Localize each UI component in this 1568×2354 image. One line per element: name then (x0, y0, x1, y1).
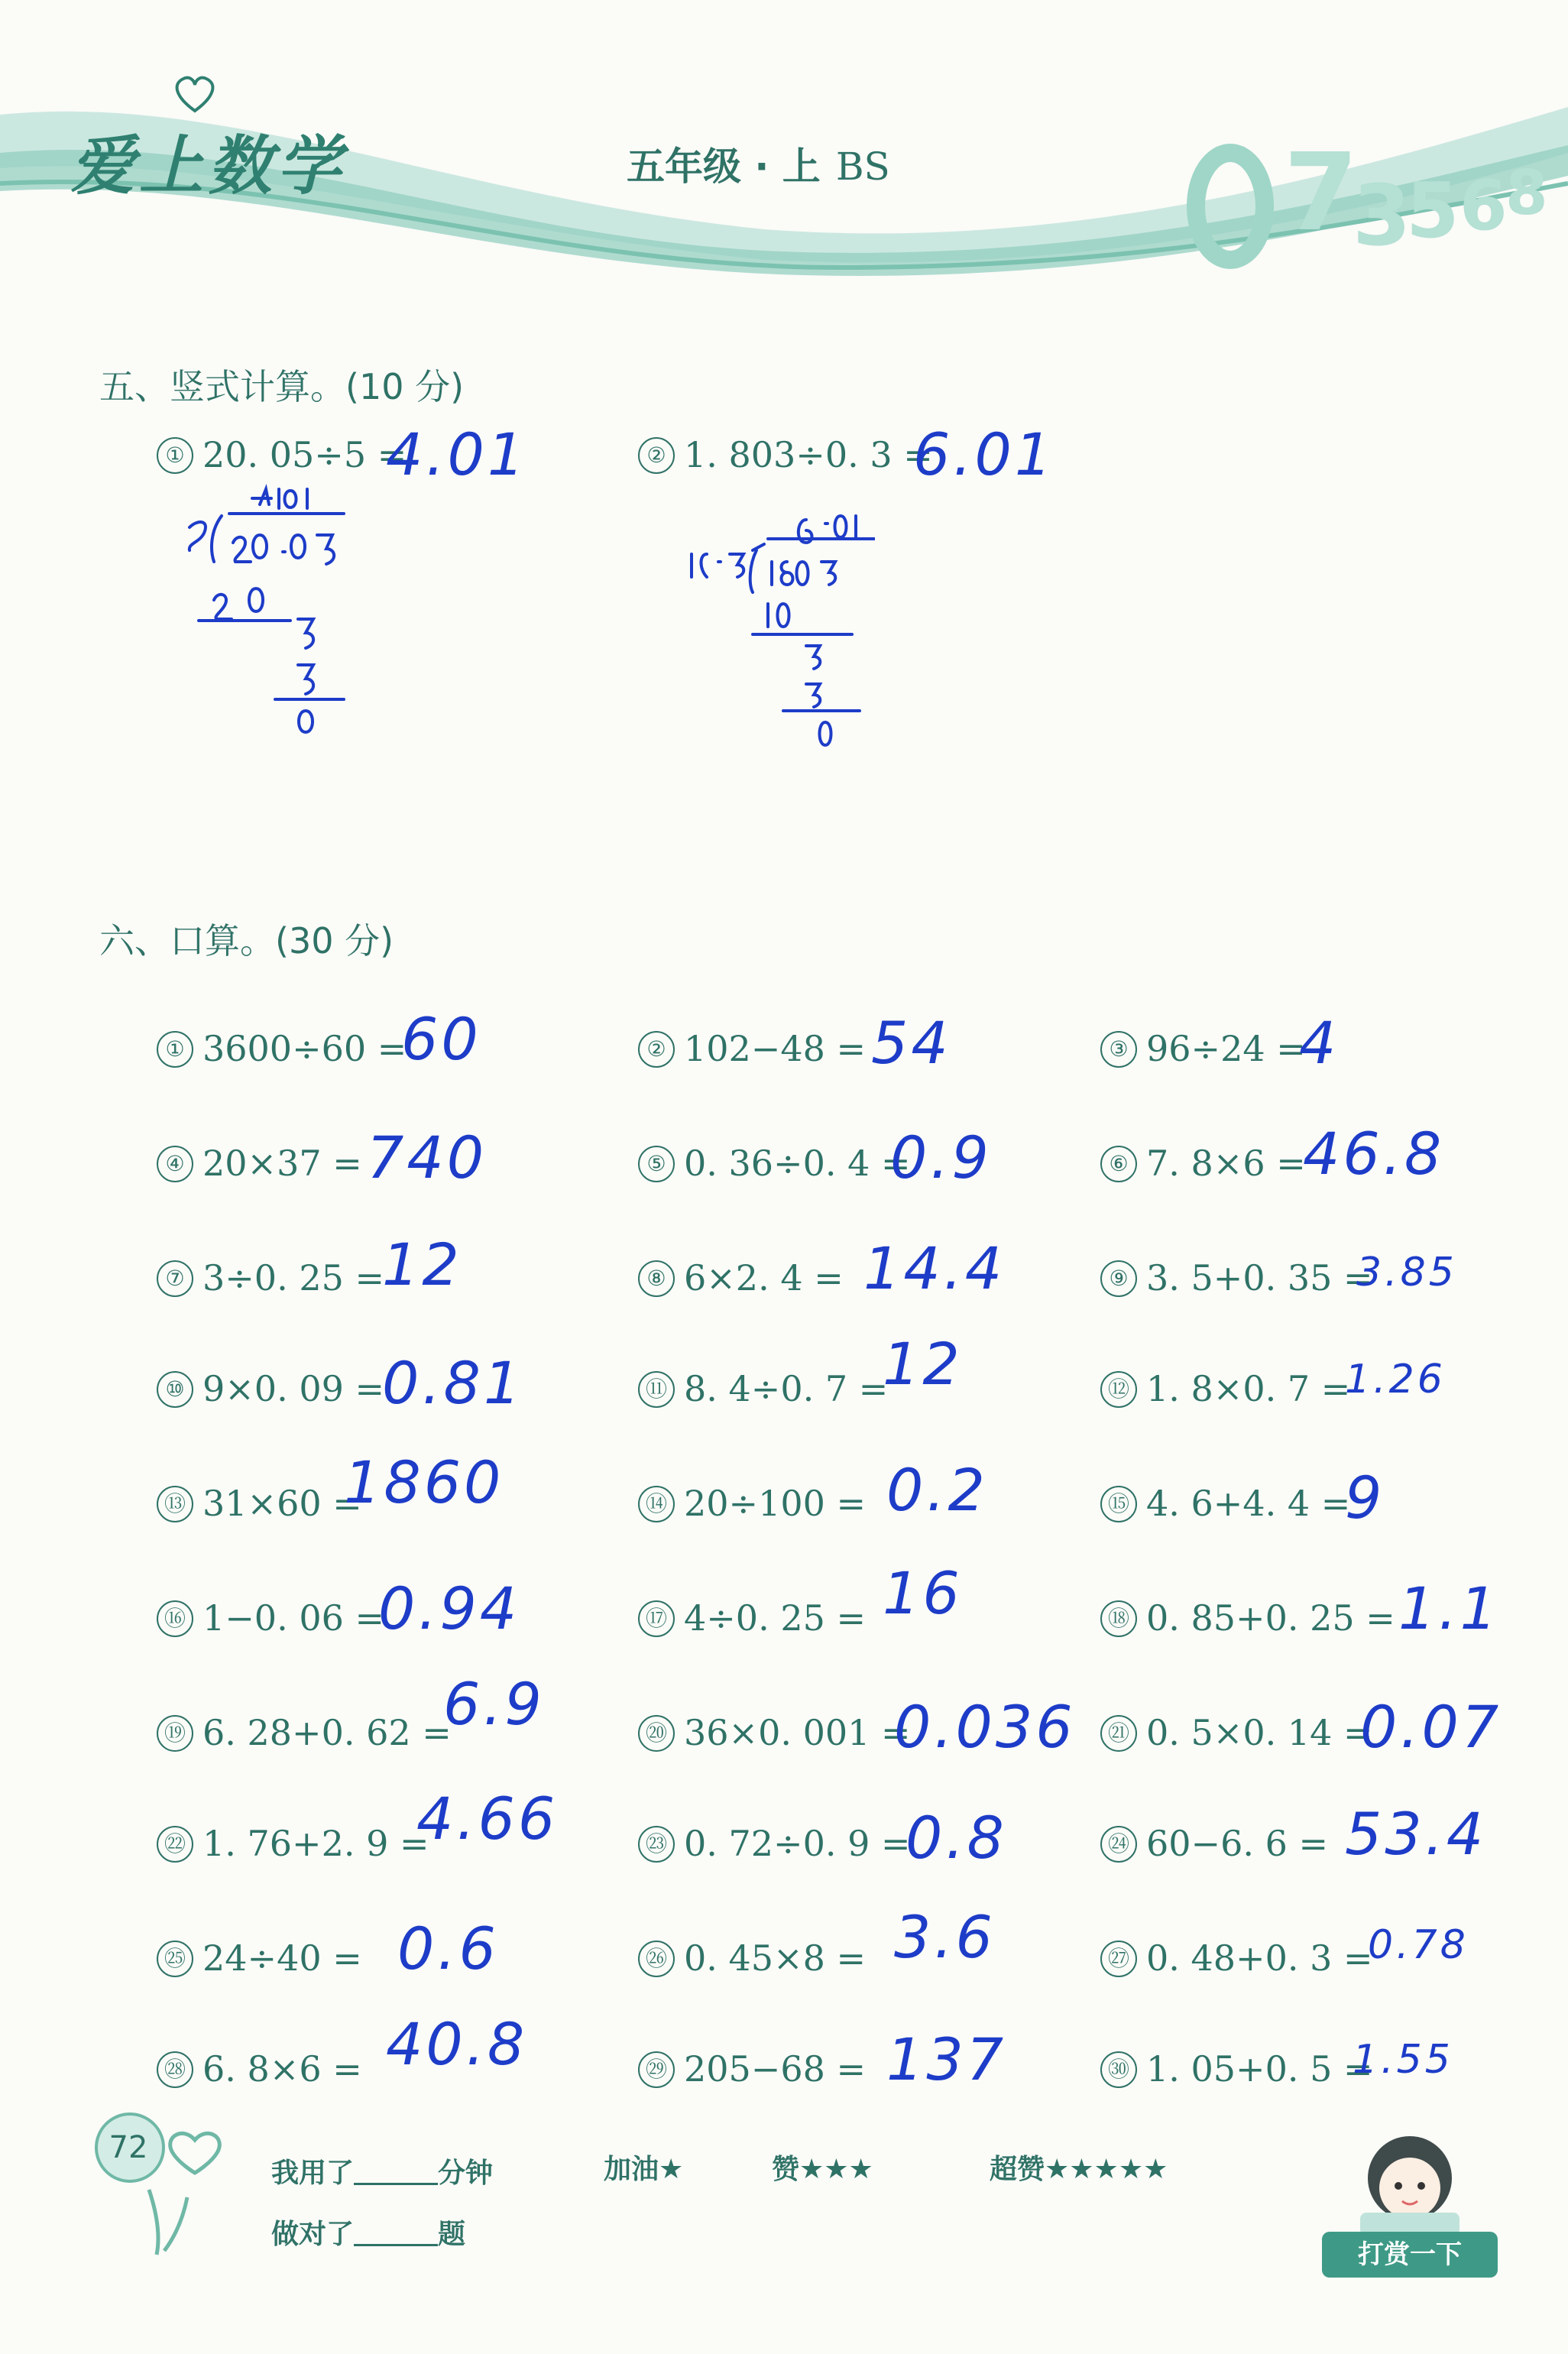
oral-problem-29 (638, 2048, 866, 2090)
oral-problem-30 (1100, 2048, 1373, 2090)
problem-number: ㉒ (157, 1826, 193, 1863)
oral-problem-28 (157, 2048, 362, 2090)
handwritten-answer: 740 (367, 1124, 488, 1192)
handwritten-answer: 3.85 (1356, 1250, 1457, 1295)
oral-problem-22 (157, 1823, 429, 1864)
problem-expression: 1. 803÷0. 3 = (684, 434, 933, 475)
oral-problem-13 (157, 1483, 362, 1524)
problem-expression: 6×2. 4 = (684, 1257, 844, 1299)
page-number: 72 (109, 2130, 148, 2165)
problem-number: ⑨ (1100, 1260, 1137, 1297)
problem-expression: 24÷40 = (202, 1937, 362, 1979)
handwritten-answer: 1.1 (1398, 1574, 1500, 1642)
problem-number: ⑮ (1100, 1486, 1137, 1522)
problem-number: ⑬ (157, 1486, 193, 1522)
oral-problem-27 (1100, 1937, 1373, 1979)
handwritten-answer: 0.81 (382, 1349, 524, 1417)
problem-expression: 60−6. 6 = (1146, 1823, 1329, 1864)
problem-number: ⑥ (1100, 1146, 1137, 1182)
problem-expression: 8. 4÷0. 7 = (684, 1368, 889, 1409)
grade-text: 五年级 · 上 (627, 144, 821, 189)
svg-text:7: 7 (1284, 131, 1359, 255)
oral-problem-19 (157, 1712, 452, 1753)
problem-number: ⑯ (157, 1600, 193, 1637)
problem-expression: 3. 5+0. 35 = (1146, 1257, 1373, 1299)
problem-number: ㉗ (1100, 1941, 1137, 1977)
problem-expression: 0. 45×8 = (684, 1937, 867, 1979)
problem-expression: 0. 36÷0. 4 = (684, 1143, 911, 1184)
problem-number: ㉚ (1100, 2051, 1137, 2088)
handwritten-answer: 0.2 (886, 1456, 988, 1524)
handwritten-answer: 0.8 (905, 1804, 1007, 1872)
problem-number: ⑤ (638, 1146, 675, 1182)
oral-problem-6 (1100, 1143, 1306, 1184)
vertical-problem-2 (638, 434, 933, 475)
correct-count-line (271, 2213, 465, 2252)
problem-number: ㉘ (157, 2051, 193, 2088)
handwritten-answer: 4 (1299, 1009, 1340, 1077)
handwritten-division-work-2 (684, 489, 875, 757)
svg-text:3: 3 (1353, 167, 1411, 264)
problem-expression: 0. 85+0. 25 = (1146, 1597, 1395, 1639)
grade-label (627, 136, 890, 191)
oral-problem-24 (1100, 1823, 1328, 1864)
time-blank (354, 2160, 438, 2185)
rating-praise: 赞★★★ (772, 2154, 873, 2185)
oral-problem-15 (1100, 1483, 1350, 1524)
problem-expression: 0. 48+0. 3 = (1146, 1937, 1373, 1979)
handwritten-answer: 12 (382, 1230, 462, 1299)
handwritten-answer: 53.4 (1345, 1800, 1487, 1868)
problem-expression: 4. 6+4. 4 = (1146, 1483, 1351, 1524)
oral-problem-7 (157, 1257, 384, 1299)
handwritten-answer: 60 (401, 1005, 481, 1073)
problem-expression: 20. 05÷5 = (202, 434, 407, 475)
problem-expression: 1. 05+0. 5 = (1146, 2048, 1373, 2090)
time-unit: 分钟 (438, 2158, 494, 2189)
handwritten-answer: 1.55 (1353, 2037, 1453, 2083)
oral-problem-4 (157, 1143, 362, 1184)
rating-super-praise: 超赞★★★★★ (990, 2154, 1168, 2185)
oral-problem-20 (638, 1712, 911, 1753)
svg-text:6: 6 (1459, 166, 1508, 246)
edition-text: BS (835, 144, 890, 189)
oral-problem-16 (157, 1597, 384, 1639)
handwritten-answer: 4.01 (386, 420, 528, 488)
problem-expression: 3600÷60 = (202, 1028, 407, 1069)
problem-number: ⑲ (157, 1715, 193, 1752)
problem-number: ⑪ (638, 1371, 675, 1408)
handwritten-answer: 16 (883, 1559, 963, 1627)
girl-mascot-icon (1345, 2121, 1475, 2236)
problem-number: ⑦ (157, 1260, 193, 1297)
problem-expression: 36×0. 001 = (684, 1712, 911, 1753)
problem-number: ② (638, 437, 675, 474)
section6-title: 六、口算。(30 分) (99, 920, 394, 961)
svg-text:5: 5 (1406, 166, 1459, 255)
handwritten-division-work-1 (176, 481, 352, 734)
oral-problem-5 (638, 1143, 911, 1184)
problem-expression: 102−48 = (684, 1028, 867, 1069)
problem-number: ㉙ (638, 2051, 675, 2088)
problem-number: ④ (157, 1146, 193, 1182)
oral-problem-11 (638, 1368, 888, 1409)
handwritten-answer: 0.78 (1368, 1922, 1469, 1968)
oral-problem-17 (638, 1597, 866, 1639)
problem-number: ① (157, 1031, 193, 1068)
heart-icon (172, 73, 218, 115)
problem-number: ⑰ (638, 1600, 675, 1637)
problem-number: ㉑ (1100, 1715, 1137, 1752)
decorative-digits-illustration (1177, 115, 1559, 275)
problem-expression: 9×0. 09 = (202, 1368, 385, 1409)
handwritten-answer: 12 (883, 1330, 963, 1398)
oral-problem-3 (1100, 1028, 1306, 1069)
problem-expression: 3÷0. 25 = (202, 1257, 385, 1299)
oral-problem-25 (157, 1937, 362, 1979)
handwritten-answer: 0.07 (1360, 1693, 1502, 1761)
problem-number: ⑳ (638, 1715, 675, 1752)
handwritten-answer: 3.6 (894, 1903, 996, 1971)
handwritten-answer: 0.036 (894, 1693, 1076, 1761)
time-used-line (271, 2151, 493, 2190)
handwritten-answer: 6.9 (443, 1670, 545, 1738)
handwritten-answer: 1860 (344, 1448, 504, 1516)
problem-expression: 4÷0. 25 = (684, 1597, 867, 1639)
section5-title: 五、竖式计算。(10 分) (99, 366, 465, 407)
correct-unit: 题 (438, 2219, 466, 2250)
problem-expression: 205−68 = (684, 2048, 867, 2090)
problem-expression: 0. 72÷0. 9 = (684, 1823, 911, 1864)
problem-number: ㉓ (638, 1826, 675, 1863)
svg-text:8: 8 (1505, 157, 1548, 229)
problem-expression: 6. 8×6 = (202, 2048, 362, 2090)
handwritten-answer: 14.4 (863, 1234, 1006, 1302)
oral-problem-8 (638, 1257, 844, 1299)
handwritten-answer: 54 (871, 1009, 951, 1077)
problem-number: ⑩ (157, 1371, 193, 1408)
problem-number: ⑭ (638, 1486, 675, 1522)
handwritten-answer: 6.01 (913, 420, 1055, 488)
problem-expression: 1. 76+2. 9 = (202, 1823, 429, 1864)
series-logo: 爱上数学 (70, 128, 346, 203)
handwritten-answer: 0.9 (890, 1124, 992, 1192)
problem-number: ③ (1100, 1031, 1137, 1068)
oral-problem-18 (1100, 1597, 1395, 1639)
correct-blank (354, 2221, 438, 2246)
problem-number: ① (157, 437, 193, 474)
oral-problem-10 (157, 1368, 384, 1409)
problem-expression: 96÷24 = (1146, 1028, 1306, 1069)
problem-number: ㉖ (638, 1941, 675, 1977)
problem-number: ㉔ (1100, 1826, 1137, 1863)
oral-problem-26 (638, 1937, 866, 1979)
handwritten-answer: 9 (1345, 1464, 1385, 1532)
handwritten-answer: 0.6 (397, 1915, 499, 1983)
problem-expression: 1−0. 06 = (202, 1597, 385, 1639)
time-label: 我用了 (271, 2158, 355, 2189)
problem-number: ⑱ (1100, 1600, 1137, 1637)
oral-problem-2 (638, 1028, 866, 1069)
rating-encourage: 加油★ (604, 2154, 684, 2185)
correct-label: 做对了 (271, 2219, 355, 2250)
oral-problem-23 (638, 1823, 911, 1864)
oral-problem-1 (157, 1028, 407, 1069)
oral-problem-21 (1100, 1712, 1373, 1753)
problem-number: ⑫ (1100, 1371, 1137, 1408)
problem-expression: 7. 8×6 = (1146, 1143, 1306, 1184)
handwritten-answer: 46.8 (1303, 1120, 1445, 1188)
problem-expression: 20÷100 = (684, 1483, 867, 1524)
problem-number: ② (638, 1031, 675, 1068)
handwritten-answer: 40.8 (386, 2010, 528, 2078)
problem-expression: 20×37 = (202, 1143, 362, 1184)
handwritten-answer: 1.26 (1345, 1357, 1446, 1402)
problem-expression: 0. 5×0. 14 = (1146, 1712, 1373, 1753)
problem-expression: 31×60 = (202, 1483, 362, 1524)
oral-problem-14 (638, 1483, 866, 1524)
oral-problem-12 (1100, 1368, 1350, 1409)
handwritten-answer: 0.94 (378, 1574, 520, 1642)
problem-expression: 6. 28+0. 62 = (202, 1712, 452, 1753)
handwritten-answer: 137 (886, 2025, 1007, 2093)
problem-expression: 1. 8×0. 7 = (1146, 1368, 1351, 1409)
oral-problem-9 (1100, 1257, 1373, 1299)
problem-number: ㉕ (157, 1941, 193, 1977)
reward-badge: 打赏一下 (1322, 2232, 1498, 2278)
handwritten-answer: 4.66 (416, 1785, 559, 1853)
vertical-problem-1 (157, 434, 407, 475)
problem-number: ⑧ (638, 1260, 675, 1297)
